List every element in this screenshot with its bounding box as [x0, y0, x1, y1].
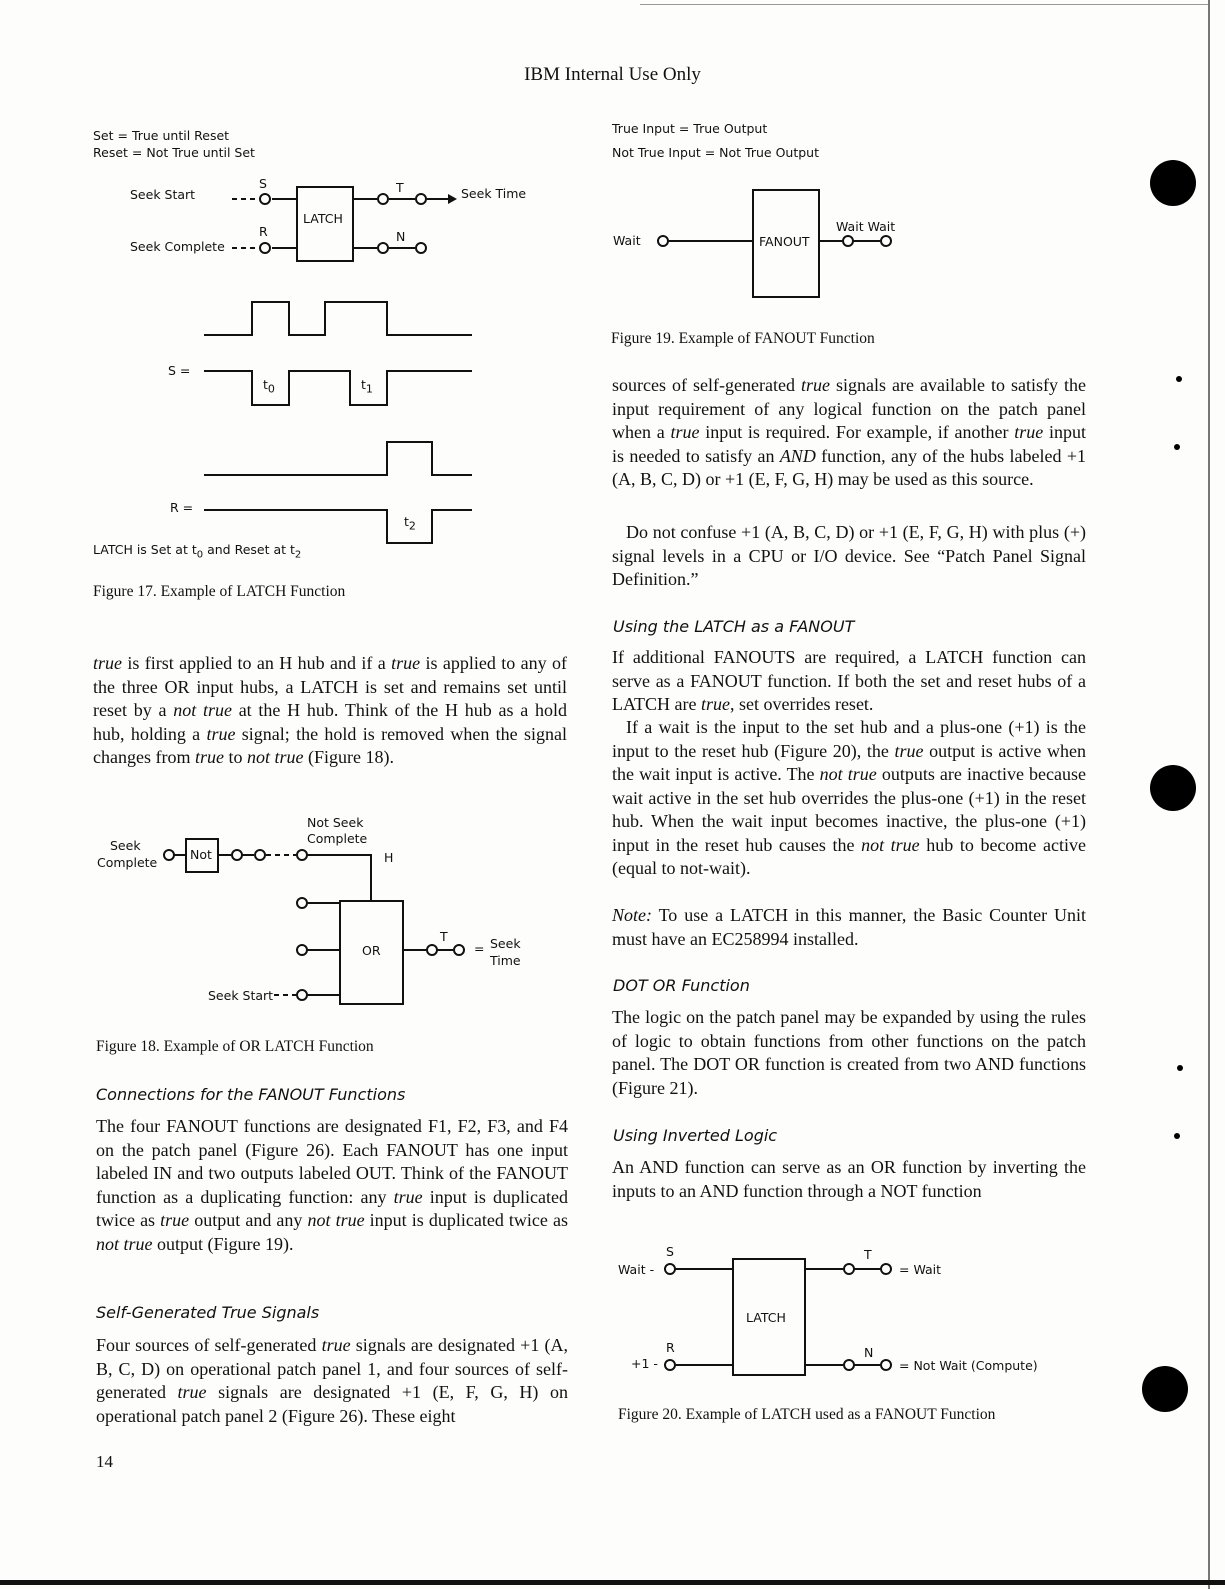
fig17-s-label: S: [259, 176, 267, 191]
fig17-t2: $t_2$: [404, 514, 416, 533]
emphasis-run: true: [194, 747, 224, 767]
emphasis-run: not true: [96, 1233, 153, 1254]
text-run: output and any: [189, 1210, 308, 1230]
edge-dot-1: [1176, 376, 1182, 382]
fig20-t-label: T: [864, 1247, 872, 1262]
text-run: at the H hub. Think of the H hub as a hold hub, holding a: [93, 700, 568, 744]
fig17-legend-2: Reset = Not True until Set: [93, 145, 255, 160]
text-run: , set overrides reset.: [729, 694, 874, 714]
fig17-latch-label: LATCH: [303, 211, 343, 226]
fig17-seek-time: Seek Time: [461, 186, 527, 201]
text-run: If a wait is the input to the set hub and a plus-one (+1) is the input to the reset hub (Figure 20), the: [612, 717, 1086, 761]
emphasis-run: not true: [307, 1210, 365, 1230]
fig18-eq: =: [474, 941, 485, 956]
fig18-seek-start: Seek Start: [208, 988, 274, 1003]
fig20-eq-not-wait: = Not Wait (Compute): [899, 1358, 1038, 1373]
emphasis-run: not true: [173, 700, 232, 720]
heading-dot-or: DOT OR Function: [613, 976, 750, 995]
fig17-s-eq: S =: [168, 363, 191, 378]
fig20-n-label: N: [864, 1345, 874, 1360]
emphasis-run: not true: [861, 834, 920, 855]
fig20-latch-label: LATCH: [746, 1310, 786, 1325]
text-run: To use a LATCH in this manner, the Basic Counter Unit must have an EC258994 installed.: [612, 905, 1086, 949]
emphasis-run: true: [670, 422, 700, 442]
fig20-s-label: S: [666, 1244, 674, 1259]
heading-inverted-logic: Using Inverted Logic: [613, 1126, 778, 1145]
fig17-seek-start: Seek Start: [130, 187, 196, 202]
fig18-t-label: T: [440, 929, 448, 944]
emphasis-run: true: [391, 653, 421, 673]
fig19-caption: Figure 19. Example of FANOUT Function: [611, 330, 875, 347]
fig18-not-seek-1: Not Seek: [307, 815, 364, 830]
emphasis-run: true: [160, 1210, 190, 1230]
text-run: sources of self-generated: [612, 375, 801, 395]
heading-self-generated: Self-Generated True Signals: [96, 1303, 320, 1322]
fig18-or-label: OR: [362, 943, 381, 958]
heading-fanout-connections: Connections for the FANOUT Functions: [96, 1085, 406, 1104]
text-run: The logic on the patch panel may be expanded by using the rules of logic to obtain functions from other functions on the patch panel. The DOT OR function is created from two AND functions (Figure 21).: [612, 1007, 1086, 1098]
fig20-eq-wait: = Wait: [899, 1262, 942, 1277]
fig19-legend-1: True Input = True Output: [612, 121, 768, 136]
fig20-plus-one: +1 -: [631, 1356, 658, 1371]
text-run: output (Figure 19).: [152, 1233, 294, 1254]
fig17-caption: Figure 17. Example of LATCH Function: [93, 583, 346, 600]
emphasis-run: true: [894, 740, 924, 761]
fig17-r-eq: R =: [170, 500, 194, 515]
fig17-t-label: T: [396, 180, 404, 195]
text-run: hub to become active (equal to not-wait).: [612, 834, 1086, 878]
text-run: An AND function can serve as an OR function by inverting the inputs to an AND function through a NOT function: [612, 1157, 1086, 1201]
page-header: IBM Internal Use Only: [524, 64, 701, 85]
text-run: input is duplicated twice as: [96, 1186, 568, 1230]
fig18-h-label: H: [384, 850, 394, 865]
heading-latch-fanout: Using the LATCH as a FANOUT: [613, 617, 855, 636]
text-run: The four FANOUT functions are designated F1, F2, F3, and F4 on the patch panel (Figure 26). Each FANOUT has one input labeled IN and two outputs labeled OUT. Think of the FANOUT function as a duplicating function: any: [96, 1116, 568, 1207]
text-run: input is needed to satisfy an: [612, 422, 1086, 466]
text-run: signals are designated +1 (A, B, C, D) on operational patch panel 1, and four sources of self-generated: [96, 1335, 568, 1402]
text-run: signals are available to satisfy the input requirement of any logical function on the patch panel when a: [612, 375, 1086, 442]
page-number: 14: [96, 1452, 113, 1471]
emphasis-run: true: [93, 653, 122, 673]
text-run: output is active when the wait input is active. The: [612, 740, 1086, 784]
fig17-n-label: N: [396, 229, 406, 244]
emphasis-run: true: [393, 1186, 423, 1207]
fig18-seek-complete-2: Complete: [97, 855, 158, 870]
text-run: Four sources of self-generated: [96, 1335, 322, 1355]
fig20-r-label: R: [666, 1340, 675, 1355]
fig18-caption: Figure 18. Example of OR LATCH Function: [96, 1038, 374, 1055]
edge-dot-3: [1177, 1065, 1183, 1071]
text-run: If additional FANOUTS are required, a LATCH function can serve as a FANOUT function. If both the set and reset hubs of a LATCH are: [612, 647, 1086, 714]
emphasis-run: true: [1014, 422, 1044, 442]
fig17-t1: $t_1$: [361, 377, 373, 396]
fig18-seek-time-2: Time: [490, 953, 521, 968]
fig18-not-seek-2: Complete: [307, 831, 368, 846]
fig19-fanout-label: FANOUT: [759, 234, 810, 249]
text-run: is first applied to an H hub and if a: [122, 653, 392, 673]
fig19-wait-in: Wait: [613, 233, 641, 248]
right-edge-line: [1208, 0, 1210, 1589]
fig18-seek-time-1: Seek: [490, 936, 521, 951]
fig20-wait-in: Wait -: [618, 1262, 655, 1277]
punch-hole-3: [1142, 1366, 1188, 1412]
fig19-legend-2: Not True Input = Not True Output: [612, 145, 820, 160]
punch-hole-2: [1150, 765, 1196, 811]
text-run: signals are designated +1 (E, F, G, H) on operational patch panel 2 (Figure 26). These eight: [96, 1382, 568, 1426]
emphasis-run: true: [700, 694, 730, 714]
emphasis-run: not true: [246, 747, 304, 767]
text-run: (Figure 18).: [303, 747, 394, 767]
text-run: outputs are inactive because wait active in the set hub overrides the plus-one (+1) in the reset hub. When the wait input becomes inactive, the plus-one (+1) input in the reset hub causes the: [612, 764, 1086, 855]
punch-hole-1: [1150, 160, 1196, 206]
text-run: to: [223, 747, 247, 767]
text-run: is applied to any of the three OR input hubs, a LATCH is set and remains set until reset by a: [93, 653, 567, 720]
emphasis-run: true: [321, 1335, 351, 1355]
emphasis-run: true: [206, 723, 236, 744]
text-run: function, any of the hubs labeled +1 (A, B, C, D) or +1 (E, F, G, H) may be used as this source.: [612, 445, 1086, 489]
fig18-seek-complete-1: Seek: [110, 838, 141, 853]
fig17-note: LATCH is Set at $t_0$ and Reset at $t_2$: [93, 542, 302, 561]
bottom-rule: [0, 1580, 1225, 1585]
emphasis-run: not true: [819, 764, 877, 784]
fig18-not-label: Not: [190, 847, 212, 862]
edge-dot-4: [1174, 1133, 1180, 1139]
text-run: Do not confuse +1 (A, B, C, D) or +1 (E, F, G, H) with plus (+) signal levels in a CPU or I/O device. See “Patch Panel Signal Definition.”: [612, 522, 1086, 589]
emphasis-run: true: [800, 375, 830, 395]
text-run: input is duplicated twice as: [364, 1210, 568, 1230]
text-run: input is required. For example, if another: [699, 422, 1015, 442]
fig17-t0: $t_0$: [263, 377, 275, 396]
emphasis-run: AND: [779, 445, 816, 466]
fig17-legend-1: Set = True until Reset: [93, 128, 230, 143]
fig17-r-label: R: [259, 224, 268, 239]
fig17-seek-complete: Seek Complete: [130, 239, 225, 254]
text-run: signal; the hold is removed when the signal changes from: [93, 723, 567, 767]
fig20-caption: Figure 20. Example of LATCH used as a FANOUT Function: [618, 1406, 996, 1423]
emphasis-run: true: [177, 1382, 207, 1402]
emphasis-run: Note:: [612, 905, 652, 925]
edge-dot-2: [1174, 444, 1180, 450]
fig19-wait-out: Wait Wait: [836, 219, 896, 234]
